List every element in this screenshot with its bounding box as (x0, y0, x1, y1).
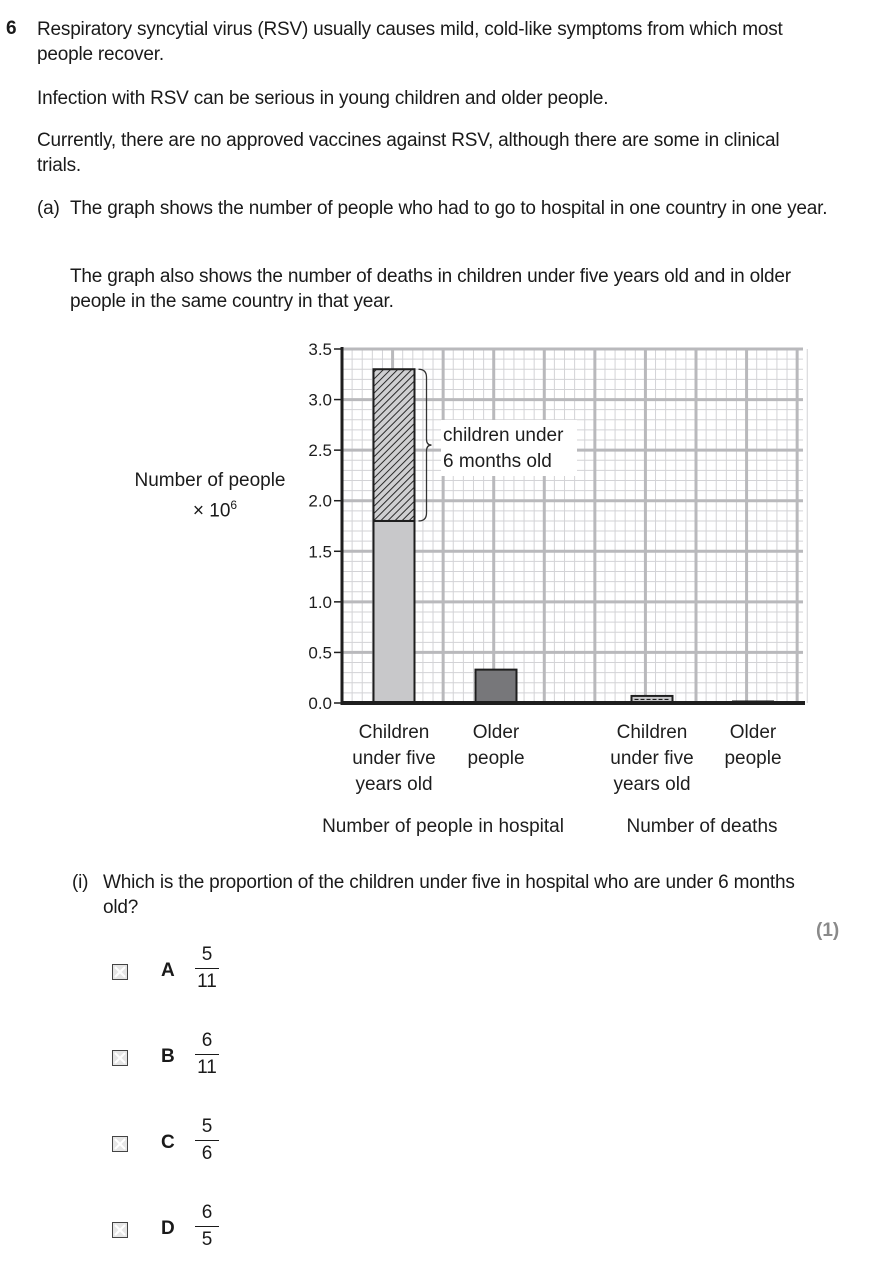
option-fraction (195, 1202, 219, 1251)
denominator: 5 (201, 1229, 213, 1250)
x-category-label: years old (613, 774, 691, 795)
numerator: 6 (201, 1030, 213, 1051)
numerator: 5 (201, 944, 213, 965)
x-group-label: Number of people in hospital (322, 816, 564, 837)
y-tick-label: 3.5 (308, 340, 332, 359)
y-tick-label: 1.5 (308, 542, 332, 562)
x-category-label: Older (729, 722, 777, 743)
checkbox-c[interactable] (112, 1136, 128, 1152)
part-a-label: (a) (37, 198, 60, 219)
annotation-text-line1: children under (443, 425, 564, 446)
option-letter: C (161, 1132, 175, 1153)
bar-children-under-6-months-hatched (374, 369, 415, 521)
x-category-label: under five (352, 748, 436, 769)
x-category-label: years old (355, 774, 433, 795)
fraction-bar (195, 968, 219, 969)
sub-question-i-label: (i) (72, 872, 89, 893)
bar-chart (290, 335, 850, 855)
y-axis-label-line1: Number of people (134, 470, 286, 491)
option-c[interactable] (112, 1116, 252, 1192)
curly-brace (419, 369, 432, 521)
intro-paragraph-3: Currently, there are no approved vaccines against RSV, although there are some in clinical trials. (37, 130, 780, 176)
numerator: 5 (201, 1116, 213, 1137)
x-category-label: people (467, 748, 525, 769)
intro-paragraph-2: Infection with RSV can be serious in young children and older people. (37, 88, 609, 109)
y-ticks (308, 340, 342, 713)
numerator: 6 (201, 1202, 213, 1223)
y-axis-label-line2: × $10^6$ (192, 498, 238, 522)
checkbox-a[interactable] (112, 964, 128, 980)
x-group-label: Number of deaths (626, 816, 778, 837)
option-fraction (195, 944, 219, 993)
option-b[interactable] (112, 1030, 252, 1106)
fraction-bar (195, 1226, 219, 1227)
checkbox-b[interactable] (112, 1050, 128, 1066)
cross-icon (113, 1223, 127, 1237)
option-letter: D (161, 1218, 175, 1239)
y-tick-label: 3.0 (308, 390, 332, 410)
x-category-label: Children (616, 722, 688, 743)
annotation-text-line2: 6 months old (443, 451, 552, 472)
denominator: 11 (197, 1057, 217, 1078)
option-fraction (195, 1030, 219, 1079)
y-tick-label: 2.5 (308, 441, 332, 461)
part-a-text-1: The graph shows the number of people who had to go to hospital in one country in one year. (70, 198, 828, 219)
x-category-label: under five (610, 748, 694, 769)
x-category-label: Children (358, 722, 430, 743)
cross-icon (113, 1137, 127, 1151)
cross-icon (113, 1051, 127, 1065)
x-labels (322, 722, 781, 837)
y-tick-label: 0.5 (308, 643, 332, 663)
option-letter: B (161, 1046, 175, 1067)
bar-children-under-five-hospital-over-6-months (374, 521, 415, 703)
option-d[interactable] (112, 1202, 252, 1278)
bar-older-people-hospital (476, 670, 517, 703)
x-category-label: people (724, 748, 782, 769)
y-tick-label: 1.0 (308, 592, 332, 612)
checkbox-d[interactable] (112, 1222, 128, 1238)
denominator: 6 (201, 1143, 213, 1164)
sub-question-i-text: Which is the proportion of the children under five in hospital who are under 6 months old? (103, 872, 795, 918)
fraction-bar (195, 1140, 219, 1141)
y-tick-label: 0.0 (308, 694, 332, 713)
x-category-label: Older (472, 722, 520, 743)
option-a[interactable] (112, 944, 252, 1020)
option-fraction (195, 1116, 219, 1165)
cross-icon (113, 965, 127, 979)
y-tick-label: 2.0 (308, 491, 332, 511)
option-letter: A (161, 960, 175, 981)
question-number: 6 (6, 18, 17, 39)
denominator: 11 (197, 971, 217, 992)
y-axis-label (110, 468, 310, 523)
intro-paragraph-1: Respiratory syncytial virus (RSV) usually causes mild, cold-like symptoms from which most people recover. (37, 19, 783, 65)
fraction-bar (195, 1054, 219, 1055)
part-a-text-2: The graph also shows the number of deaths in children under five years old and in older people in the same country in that year. (70, 266, 791, 312)
marks-label: (1) (816, 920, 840, 941)
